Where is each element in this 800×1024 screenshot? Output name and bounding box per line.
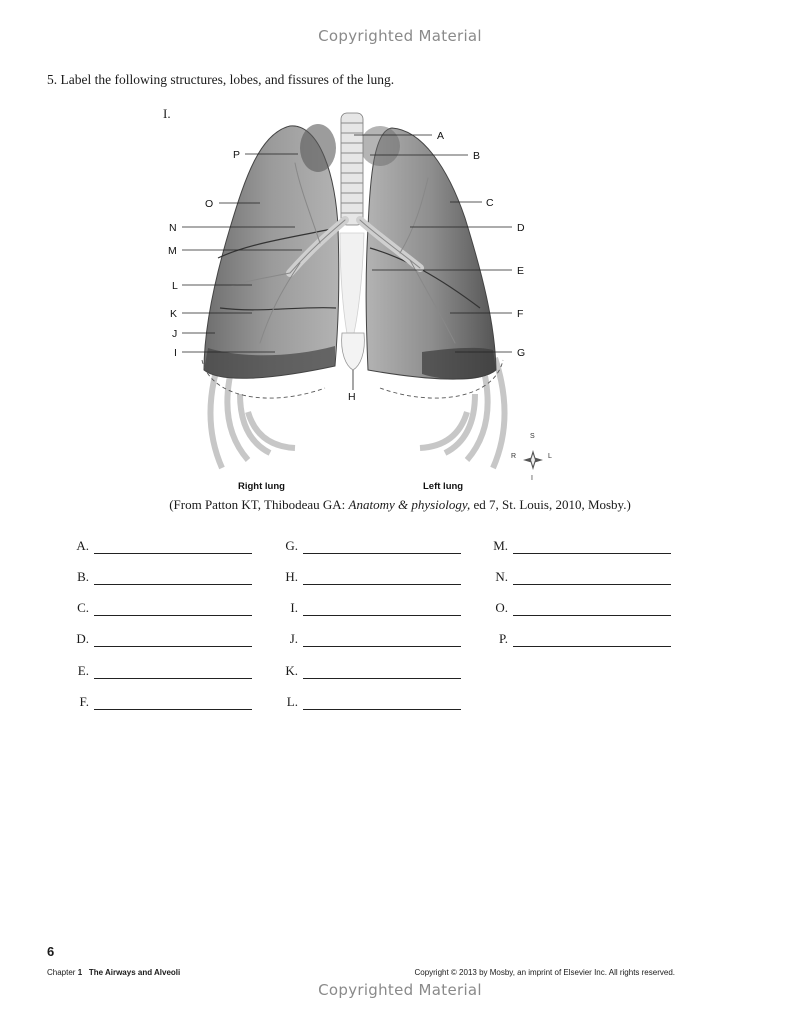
answer-row-d (67, 629, 252, 647)
answer-letter: G. (285, 538, 298, 553)
callout-g: G (517, 347, 526, 359)
chapter-number: 1 (77, 968, 83, 977)
xiphoid (342, 333, 365, 370)
answer-blank-b[interactable] (94, 571, 252, 585)
answer-blank-k[interactable] (303, 665, 461, 679)
chapter-prefix: Chapter (47, 968, 78, 977)
answer-row-n (486, 567, 671, 585)
figure-citation (0, 497, 800, 513)
answer-blank-c[interactable] (94, 602, 252, 616)
answer-blank-h[interactable] (303, 571, 461, 585)
callout-k: K (170, 308, 178, 320)
callout-p: P (233, 149, 241, 161)
watermark-top: Copyrighted Material (318, 27, 482, 45)
callout-e: E (517, 265, 525, 277)
chapter-title: The Airways and Alveoli (88, 968, 181, 977)
answer-row-k (276, 661, 461, 679)
answer-blank-p[interactable] (513, 633, 671, 647)
compass-l: L (548, 453, 552, 460)
page-number: 6 (47, 944, 55, 959)
callout-i: I (174, 347, 177, 359)
answer-letter: K. (285, 663, 298, 678)
answer-letter: N. (495, 569, 508, 584)
callout-d: D (517, 222, 525, 234)
answer-blank-f[interactable] (94, 696, 252, 710)
answer-letter: B. (77, 569, 89, 584)
answer-row-o (486, 598, 671, 616)
left-lung-caption: Left lung (423, 481, 464, 492)
answer-letter: C. (77, 600, 89, 615)
answer-row-f (67, 692, 252, 710)
compass-s: S (530, 433, 535, 440)
answer-row-c (67, 598, 252, 616)
chapter-footer (47, 968, 180, 977)
answer-blank-a[interactable] (94, 540, 252, 554)
answer-letter: J. (289, 631, 298, 646)
answer-row-l (276, 692, 461, 710)
answer-row-a (67, 536, 252, 554)
callout-n: N (169, 222, 177, 234)
answer-row-h (276, 567, 461, 585)
answer-row-j (276, 629, 461, 647)
answer-blank-m[interactable] (513, 540, 671, 554)
answer-blank-j[interactable] (303, 633, 461, 647)
callout-f: F (517, 308, 524, 320)
callout-m: M (168, 245, 177, 257)
figure-id: I. (163, 106, 171, 121)
answer-blank-i[interactable] (303, 602, 461, 616)
lung-figure (160, 108, 580, 498)
answer-letter: L. (286, 694, 298, 709)
answer-row-p (486, 629, 671, 647)
answer-letter: H. (285, 569, 298, 584)
answer-blank-o[interactable] (513, 602, 671, 616)
right-lung-caption: Right lung (238, 481, 285, 492)
answer-letter: I. (290, 600, 298, 615)
answer-row-g (276, 536, 461, 554)
callout-h: H (348, 391, 356, 403)
callout-a: A (437, 130, 445, 142)
citation-suffix: ed 7, St. Louis, 2010, Mosby.) (470, 497, 631, 512)
citation-title: Anatomy & physiology, (348, 497, 471, 512)
answer-row-m (486, 536, 671, 554)
question-text: 5. Label the following structures, lobes, and fissures of the lung. (47, 72, 395, 87)
answer-row-b (67, 567, 252, 585)
citation-prefix: (From Patton KT, Thibodeau GA: (169, 497, 349, 512)
callout-l: L (172, 280, 178, 292)
answer-letter: E. (77, 663, 89, 678)
trachea (341, 113, 363, 225)
watermark-bottom: Copyrighted Material (318, 981, 482, 999)
callout-c: C (486, 197, 494, 209)
callout-o: O (205, 198, 214, 210)
compass-i: I (531, 475, 533, 482)
answer-letter: F. (79, 694, 89, 709)
copyright-notice: Copyright © 2013 by Mosby, an imprint of Elsevier Inc. All rights reserved. (414, 968, 675, 977)
answer-letter: A. (76, 538, 89, 553)
answer-row-i (276, 598, 461, 616)
answer-blank-l[interactable] (303, 696, 461, 710)
answer-blank-d[interactable] (94, 633, 252, 647)
answer-blank-g[interactable] (303, 540, 461, 554)
answer-grid (0, 532, 800, 722)
compass-r: R (511, 453, 517, 460)
callout-j: J (172, 328, 178, 340)
answer-row-e (67, 661, 252, 679)
answer-letter: O. (495, 600, 508, 615)
answer-blank-n[interactable] (513, 571, 671, 585)
answer-letter: P. (498, 631, 508, 646)
answer-blank-e[interactable] (94, 665, 252, 679)
callout-b: B (473, 150, 481, 162)
answer-letter: D. (76, 631, 89, 646)
answer-letter: M. (493, 538, 508, 553)
compass-icon (511, 433, 552, 482)
